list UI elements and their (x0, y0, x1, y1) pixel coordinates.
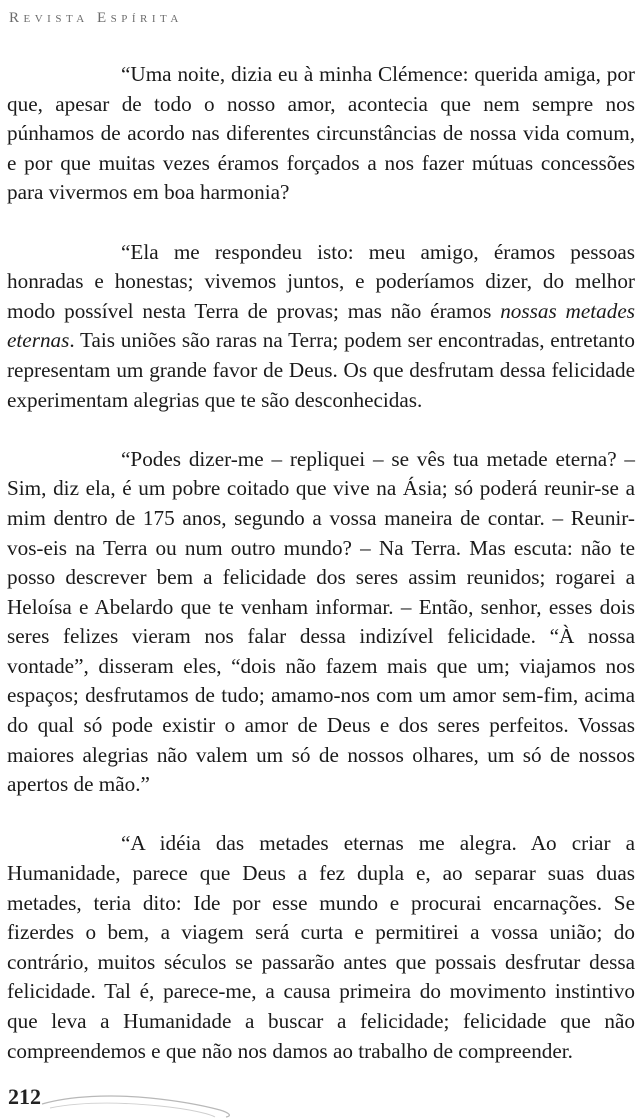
paragraph-2-italic-phrase: nossas metades eternas (7, 298, 635, 353)
body-text (7, 60, 635, 1066)
paragraph-2 (7, 238, 635, 416)
running-head: Revista Espírita (9, 10, 183, 26)
paragraph-4: “A idéia das metades eternas me alegra. Ao criar a Humanidade, parece que Deus a fez dupla e, ao separar suas duas metades, teria dito: Ide por esse mundo e procurai encarnações. Se fizerdes o bem, a viagem será curta e permitirei a vossa união; do contrário, muitos séculos se passarão antes que possais desfrutar dessa felicidade. Tal é, parece-me, a causa primeira do movimento instintivo que leva a Humanidade a buscar a felicidade; felicidade que não compreendemos e que não nos damos ao trabalho de compreender. (7, 831, 635, 1063)
paragraph-3: “Podes dizer-me – repliquei – se vês tua metade eterna? – Sim, diz ela, é um pobre coitado que vive na Ásia; só poderá reunir-se a mim dentro de 175 anos, segundo a vossa maneira de contar. – Reunir-vos-eis na Terra ou num outro mundo? – Na Terra. Mas escuta: não te posso descrever bem a felicidade dos seres assim reunidos; rogarei a Heloísa e Abelardo que te venham informar. – Então, senhor, esses dois seres felizes vieram nos falar dessa indizível felicidade. “À nossa vontade”, disseram eles, “dois não fazem mais que um; viajamos nos espaços; desfrutamos de tudo; amamo-nos com um amor sem-fim, acima do qual só pode existir o amor de Deus e dos seres perfeitos. Vossas maiores alegrias não valem um só de nossos olhares, um só de nossos apertos de mão.” (7, 446, 635, 797)
page-number: 212 (8, 1084, 41, 1109)
paragraph-2-text-after: . Tais uniões são raras na Terra; podem ser encontradas, entretanto representam um grande favor de Deus. Os que desfrutam dessa felicidade experimentam alegrias que te são desconhecidas. (7, 328, 635, 412)
paragraph-1: “Uma noite, dizia eu à minha Clémence: querida amiga, por que, apesar de todo o nosso amor, acontecia que nem sempre nos púnhamos de acordo nas diferentes circunstâncias de nossa vida comum, e por que muitas vezes éramos forçados a nos fazer mútuas concessões para vivermos em boa harmonia? (7, 62, 635, 205)
flourish-ornament (40, 1086, 240, 1118)
paragraph-2-text-before: “Ela me respondeu isto: meu amigo, éramos pessoas honradas e honestas; vivemos juntos, e poderíamos dizer, do melhor modo possível nesta Terra de provas; mas não éramos (7, 239, 635, 323)
